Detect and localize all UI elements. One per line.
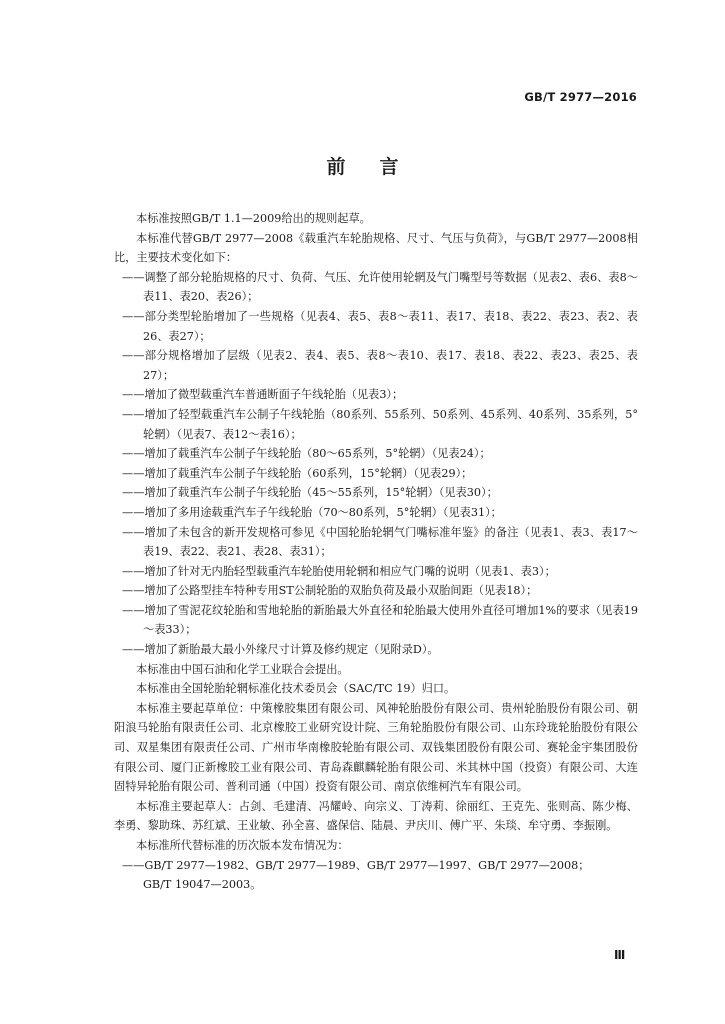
- list-item: ——增加了公路型挂车特种专用ST公制轮胎的双胎负荷及最小双胎间距（见表18）；: [122, 584, 538, 598]
- paragraph-committee: 本标准由全国轮胎轮辋标准化技术委员会（SAC/TC 19）归口。: [136, 682, 456, 696]
- list-item: ——增加了雪泥花纹轮胎和雪地轮胎的新胎最大外直径和轮胎最大使用外直径可增加1%的要求（见表19～表33）；: [122, 603, 638, 637]
- paragraph-drafters: 本标准主要起草人：占剑、毛建清、冯耀岭、向宗义、丁涛莉、徐丽红、王克先、张则高、陈少梅、李勇、黎助珠、苏红斌、王业敏、孙全喜、盛保信、陆晨、尹庆川、傅广平、朱琰、牟守勇、李振刚。: [114, 799, 638, 833]
- paragraph-drafting-rule: 本标准按照GB/T 1.1—2009给出的规则起草。: [136, 212, 371, 225]
- paragraph-drafting-units: 本标准主要起草单位：中策橡胶集团有限公司、风神轮胎股份有限公司、贵州轮胎股份有限公司、朝阳浪马轮胎有限责任公司、北京橡胶工业研究设计院、三角轮胎股份有限公司、山东玲珑轮胎股份有限公司、双星集团有限责任公司、广州市华南橡胶轮胎有限公司、双钱集团股份有限公司、赛轮金宇集团股份有限公司、厦门正新橡胶工业有限公司、青岛森麒麟轮胎有限公司、米其林中国（投资）有限公司、大连固特异轮胎有限公司、普利司通（中国）投资有限公司、南京依维柯汽车有限公司。: [114, 701, 638, 794]
- standard-code-header: GB/T 2977—2016: [524, 90, 637, 104]
- list-item: ——调整了部分轮胎规格的尺寸、负荷、气压、允许使用轮辋及气门嘴型号等数据（见表2、表6、表8～表11、表20、表26）；: [122, 270, 638, 304]
- page-title: 前言: [326, 156, 433, 178]
- list-item: ——增加了新胎最大最小外缘尺寸计算及修约规定（见附录D）。: [122, 643, 439, 657]
- page-number: Ⅲ: [614, 948, 626, 962]
- history-line: GB/T 19047—2003。: [143, 878, 262, 892]
- list-item: ——增加了微型载重汽车普通断面子午线轮胎（见表3）；: [122, 388, 404, 402]
- list-item: ——增加了未包含的新开发规格可参见《中国轮胎轮辋气门嘴标准年鉴》的备注（见表1、表3、表17～表19、表22、表21、表28、表31）；: [122, 525, 638, 559]
- list-item: ——增加了载重汽车公制子午线轮胎（80～65系列，5°轮辋）（见表24）；: [122, 447, 491, 461]
- list-item: ——增加了载重汽车公制子午线轮胎（60系列，15°轮辋）（见表29）；: [122, 466, 473, 480]
- changes-list: [114, 268, 638, 660]
- paragraph-proposer: 本标准由中国石油和化学工业联合会提出。: [136, 662, 349, 676]
- list-item: ——增加了轻型载重汽车公制子午线轮胎（80系列、55系列、50系列、45系列、40系列、35系列，5°轮辋）（见表7、表12～表16）；: [122, 407, 638, 441]
- list-item: ——部分类型轮胎增加了一些规格（见表4、表5、表8～表11、表17、表18、表22、表23、表2、表26、表27）；: [122, 309, 638, 343]
- history-line: ——GB/T 2977—1982、GB/T 2977—1989、GB/T 2977—1997、GB/T 2977—2008；: [122, 858, 590, 872]
- foreword-body: [114, 209, 638, 895]
- list-item: ——部分规格增加了层级（见表2、表4、表5、表8～表10、表17、表18、表22、表23、表25、表27）；: [122, 349, 638, 382]
- list-item: ——增加了载重汽车公制子午线轮胎（45～55系列，15°轮辋）（见表30）；: [122, 486, 498, 500]
- list-item: ——增加了针对无内胎轻型载重汽车轮胎使用轮辋和相应气门嘴的说明（见表1、表3）；: [122, 564, 556, 578]
- paragraph-history-intro: 本标准所代替标准的历次版本发布情况为：: [136, 839, 349, 852]
- paragraph-replacement: 本标准代替GB/T 2977—2008《载重汽车轮胎规格、尺寸、气压与负荷》，与GB/T 2977—2008相比，主要技术变化如下：: [114, 231, 638, 265]
- list-item: ——增加了多用途载重汽车子午线轮胎（70～80系列，5°轮辋）（见表31）；: [122, 505, 502, 519]
